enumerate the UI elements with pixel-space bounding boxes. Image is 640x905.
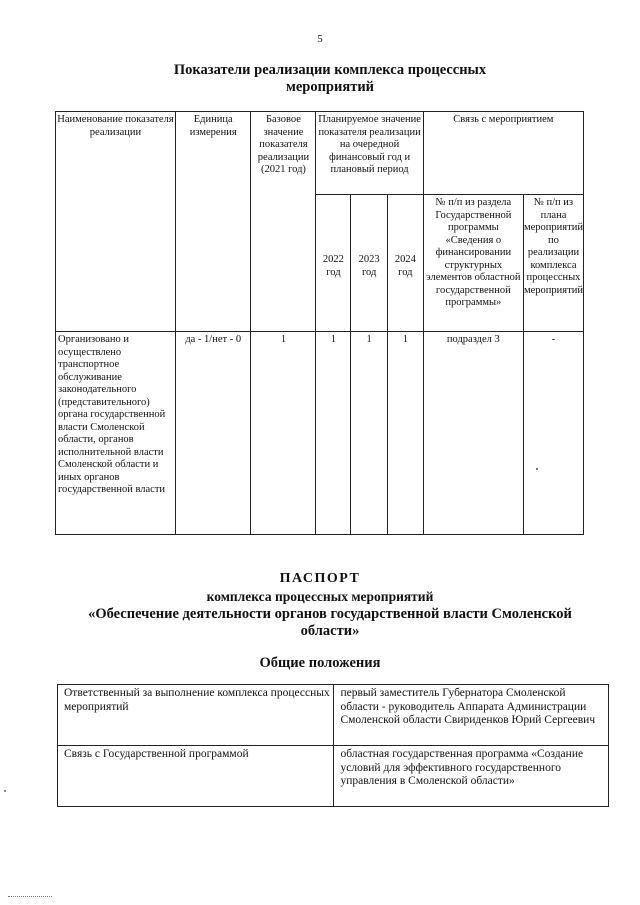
row-value-2022: 1 — [316, 332, 351, 535]
header-planned-value: Планируемое значение показателя реализации на очередной финансовый год и плановый период — [316, 112, 423, 195]
passport-program-name-line2: области» — [300, 623, 360, 639]
header-base-value: Базовое значение показателя реализации (2021 год) — [251, 112, 316, 332]
indicators-title-line1: Показатели реализации комплекса процессных — [173, 62, 487, 78]
general-provisions-heading: Общие положения — [259, 655, 381, 671]
responsible-value: первый заместитель Губернатора Смоленской области - руководитель Аппарата Администрации Смоленской области Свириденков Юрий Сергеевич — [334, 685, 609, 746]
page-number: 5 — [317, 33, 323, 45]
header-year-2023: 2023 год — [351, 195, 388, 332]
header-link: Связь с мероприятием — [423, 112, 583, 195]
scan-bottom-mark — [8, 896, 52, 898]
row-unit: да - 1/нет - 0 — [175, 332, 251, 535]
header-link-section: № п/п из раздела Государственной программы «Сведения о финансировании структурных элементов областной государственной программы» — [423, 195, 523, 332]
indicators-title — [100, 62, 560, 96]
passport-heading: ПАСПОРТ — [279, 571, 361, 586]
row-link-plan: - — [523, 332, 583, 535]
row-value-2024: 1 — [387, 332, 423, 535]
header-indicator-name: Наименование показателя реализации — [56, 112, 176, 332]
indicators-title-line2: мероприятий — [285, 79, 375, 95]
general-provisions-table — [57, 684, 609, 807]
row-value-2023: 1 — [351, 332, 388, 535]
scan-speck — [536, 468, 538, 470]
program-link-label: Связь с Государственной программой — [58, 746, 334, 807]
row-link-section: подраздел 3 — [423, 332, 523, 535]
passport-subtitle: комплекса процессных мероприятий — [206, 589, 434, 604]
passport-program-name-line1: «Обеспечение деятельности органов государственной власти Смоленской — [88, 606, 572, 622]
indicators-table — [55, 111, 584, 535]
scan-margin-mark — [4, 790, 6, 792]
header-year-2024: 2024 год — [387, 195, 423, 332]
passport-program-name — [40, 606, 620, 640]
row-base-value: 1 — [251, 332, 316, 535]
responsible-label: Ответственный за выполнение комплекса процессных мероприятий — [58, 685, 334, 746]
row-indicator-name: Организовано и осуществлено транспортное обслуживание законодательного (представительного) органа государственной власти Смоленской области, органов исполнительной власти Смоленской области и иных органов государственной власти — [56, 332, 176, 535]
table-row — [58, 685, 609, 746]
table-row — [56, 332, 584, 535]
header-unit: Единица измерения — [175, 112, 251, 332]
table-row — [58, 746, 609, 807]
program-link-value: областная государственная программа «Создание условий для эффективного государственного управления в Смоленской области» — [334, 746, 609, 807]
header-year-2022: 2022 год — [316, 195, 351, 332]
header-link-plan: № п/п из плана мероприятий по реализации комплекса процессных мероприятий — [523, 195, 583, 332]
